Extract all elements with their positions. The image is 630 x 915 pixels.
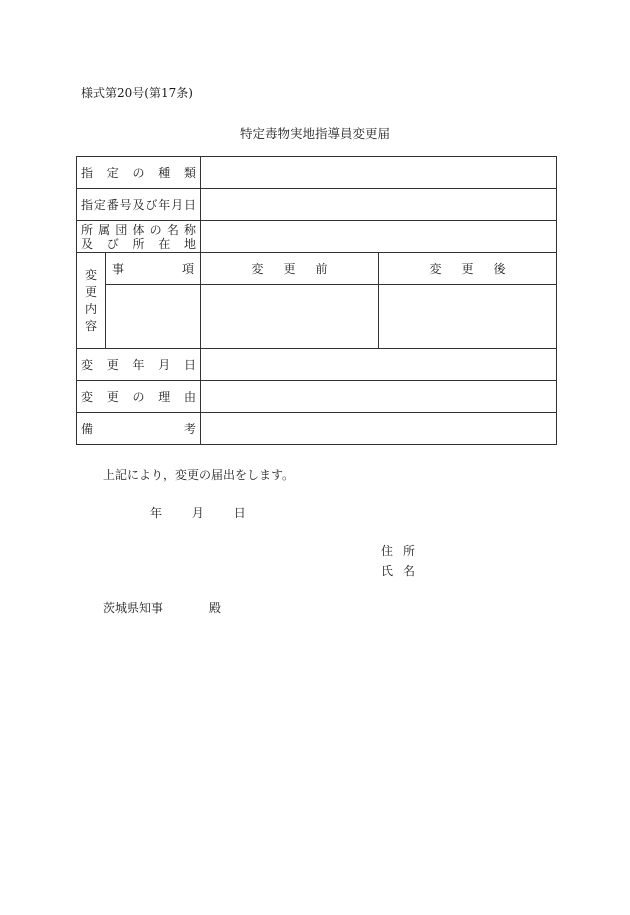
- row-affiliation: [77, 221, 557, 253]
- date-year-label: 年: [150, 506, 163, 520]
- field-change-reason[interactable]: [201, 381, 557, 413]
- row-change-body: [77, 285, 557, 349]
- form-title: 特定毒物実地指導員変更届: [239, 126, 390, 141]
- field-change-item[interactable]: [106, 285, 201, 349]
- addressee: 茨城県知事: [103, 601, 164, 615]
- row-designation-number: [77, 189, 557, 221]
- field-remarks[interactable]: [201, 413, 557, 445]
- submission-date: [150, 504, 272, 521]
- header-after: 変更後: [379, 253, 557, 285]
- field-designation-number-date[interactable]: [201, 189, 557, 221]
- address-label: 住所: [381, 544, 426, 558]
- change-char-2: 更: [84, 284, 97, 299]
- form-number: 様式第20号(第17条): [81, 86, 193, 100]
- name-label: 氏名: [381, 564, 426, 578]
- field-change-after[interactable]: [379, 285, 557, 349]
- header-before: 変更前: [201, 253, 379, 285]
- label-affiliation: [77, 221, 201, 253]
- row-change-reason: [77, 381, 557, 413]
- change-char-3: 内: [84, 301, 97, 316]
- label-change-content: [77, 253, 106, 349]
- declaration-text: 上記により，変更の届出をします。: [103, 468, 295, 482]
- row-designation-type: [77, 157, 557, 189]
- field-change-before[interactable]: [201, 285, 379, 349]
- label-affiliation-line2: 及び所在地: [81, 236, 197, 251]
- notification-form-table: [76, 156, 557, 445]
- row-remarks: [77, 413, 557, 445]
- date-month-label: 月: [191, 506, 204, 520]
- label-change-reason: 変更の理由: [77, 381, 201, 413]
- row-change-header: [77, 253, 557, 285]
- label-change-date: 変更年月日: [77, 349, 201, 381]
- label-affiliation-line1: 所属団体の名称: [81, 222, 197, 237]
- label-remarks: 備考: [77, 413, 201, 445]
- date-day-label: 日: [233, 506, 246, 520]
- change-char-4: 容: [84, 318, 97, 333]
- honorific: 殿: [209, 601, 222, 615]
- label-designation-type: 指定の種類: [77, 157, 201, 189]
- label-designation-number-date: 指定番号及び年月日: [77, 189, 201, 221]
- change-char-1: 変: [84, 267, 97, 282]
- field-affiliation[interactable]: [201, 221, 557, 253]
- field-change-date[interactable]: [201, 349, 557, 381]
- header-item: 事項: [106, 253, 201, 285]
- field-designation-type[interactable]: [201, 157, 557, 189]
- row-change-date: [77, 349, 557, 381]
